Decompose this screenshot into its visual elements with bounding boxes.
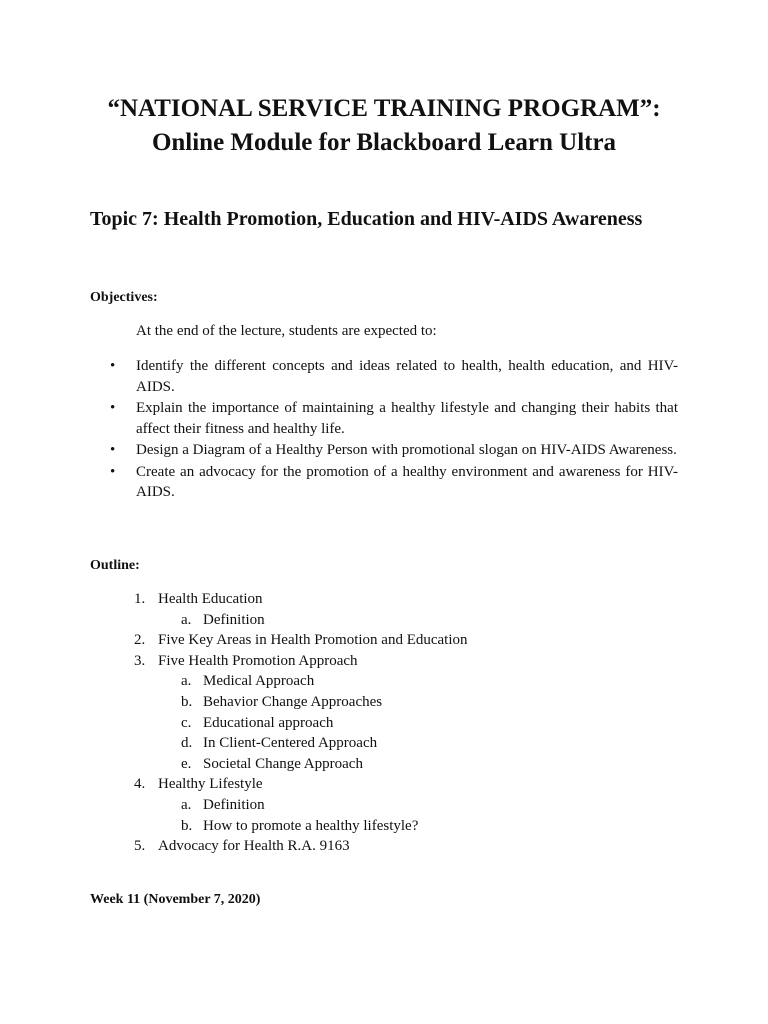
document-title-line-2: Online Module for Blackboard Learn Ultra	[151, 129, 617, 156]
outline-item	[130, 651, 468, 672]
outline-subitem	[130, 816, 468, 837]
objective-text: Explain the importance of maintaining a healthy lifestyle and changing their habits that affect their fitness and healthy life.	[136, 400, 678, 437]
bullet-icon: •	[110, 463, 116, 480]
outline-item	[130, 630, 468, 651]
outline-subitem	[130, 692, 468, 713]
outline-text: Five Health Promotion Approach	[158, 652, 358, 669]
outline-marker: 4.	[134, 776, 146, 793]
outline-heading: Outline:	[90, 558, 140, 573]
outline-text: Advocacy for Health R.A. 9163	[158, 838, 350, 855]
outline-text: Societal Change Approach	[203, 755, 363, 772]
outline-item	[130, 589, 468, 610]
outline-subitem	[130, 795, 468, 816]
bullet-icon: •	[110, 442, 116, 458]
bullet-icon: •	[110, 400, 116, 416]
outline-marker: a.	[181, 796, 192, 813]
objective-text: Create an advocacy for the promotion of a healthy environment and awareness for HIV-AIDS.	[136, 463, 678, 500]
outline-marker: a.	[181, 673, 192, 690]
outline-subitem	[130, 733, 468, 754]
outline-list	[130, 589, 468, 857]
outline-marker: 3.	[134, 652, 146, 669]
outline-marker: 2.	[134, 632, 146, 649]
bullet-icon: •	[110, 358, 116, 374]
outline-marker: b.	[181, 693, 193, 710]
document-title-line-1: “NATIONAL SERVICE TRAINING PROGRAM”:	[107, 95, 661, 122]
outline-subitem	[130, 754, 468, 775]
outline-marker: c.	[181, 714, 192, 731]
objective-item	[110, 440, 678, 461]
objective-item	[110, 398, 678, 439]
outline-text: In Client-Centered Approach	[203, 735, 378, 752]
objectives-list	[110, 356, 678, 504]
outline-subitem	[130, 610, 468, 631]
outline-text: Health Education	[158, 591, 263, 607]
outline-subitem	[130, 671, 468, 692]
outline-subitem	[130, 713, 468, 734]
objective-item	[110, 356, 678, 397]
outline-marker: d.	[181, 735, 193, 752]
outline-marker: e.	[181, 755, 192, 772]
outline-marker: b.	[181, 817, 193, 834]
outline-text: Behavior Change Approaches	[203, 693, 383, 710]
objective-text: Design a Diagram of a Healthy Person with promotional slogan on HIV-AIDS Awareness.	[136, 442, 677, 458]
objective-item	[110, 462, 678, 503]
outline-text: Five Key Areas in Health Promotion and Education	[158, 632, 468, 649]
outline-text: Healthy Lifestyle	[158, 776, 263, 793]
topic-heading: Topic 7: Health Promotion, Education and HIV-AIDS Awareness	[90, 208, 643, 230]
outline-text: Definition	[203, 796, 265, 813]
objectives-heading: Objectives:	[90, 290, 158, 305]
week-label: Week 11 (November 7, 2020)	[90, 892, 261, 907]
outline-text: Educational approach	[203, 714, 334, 731]
objectives-intro: At the end of the lecture, students are expected to:	[136, 323, 437, 339]
objective-text: Identify the different concepts and ideas related to health, health education, and HIV-AIDS.	[136, 358, 678, 395]
outline-marker: 5.	[134, 838, 146, 855]
outline-item	[130, 774, 468, 795]
outline-item	[130, 836, 468, 857]
outline-marker: a.	[181, 611, 192, 628]
outline-text: Definition	[203, 611, 265, 628]
outline-marker: 1.	[134, 591, 146, 607]
outline-text: Medical Approach	[203, 673, 315, 690]
outline-text: How to promote a healthy lifestyle?	[203, 817, 419, 834]
